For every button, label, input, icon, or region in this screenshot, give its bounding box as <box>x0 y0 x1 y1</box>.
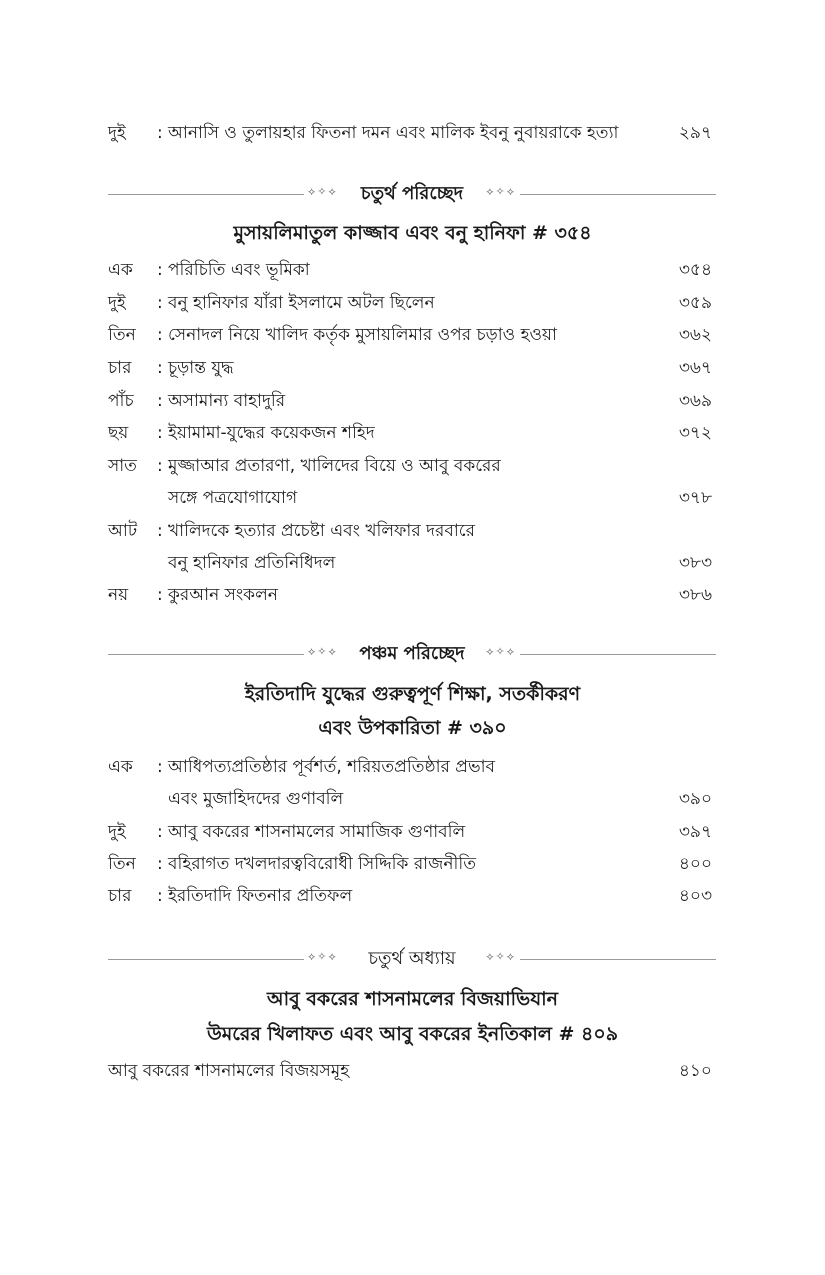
entry-title-continued: সঙ্গে পত্রযোগাযোগ <box>168 488 298 508</box>
section-heading: ইরতিদাদি যুদ্ধের গুরুত্বপূর্ণ শিক্ষা, সতর্কীকরণ <box>244 683 581 705</box>
entry-title: ইয়ামামা-যুদ্ধের কয়েকজন শহিদ <box>168 423 375 443</box>
toc-entry[interactable] <box>108 418 712 448</box>
entry-number: এক <box>108 757 133 777</box>
toc-entry[interactable] <box>108 451 712 481</box>
entry-title: সেনাদল নিয়ে খালিদ কর্তৃক মুসায়লিমার ওপর চড়াও হওয়া <box>168 325 557 345</box>
entry-page-number: ৪১০ <box>678 1061 712 1081</box>
entry-title: অসামান্য বাহাদুরি <box>168 391 286 411</box>
entry-page-number: ৩৭৮ <box>678 488 712 508</box>
toc-entry-continuation[interactable] <box>108 784 712 814</box>
entry-separator: : <box>157 521 163 541</box>
entry-page-number: ৩৯০ <box>678 789 712 809</box>
section-label: পঞ্চম পরিচ্ছেদ <box>359 643 465 664</box>
entry-title: চূড়ান্ত যুদ্ধ <box>168 358 234 378</box>
entry-page-number: ৩৫৯ <box>678 293 712 313</box>
entry-separator: : <box>157 293 163 313</box>
ornament-icon: ⟡✧⟡ <box>308 185 338 198</box>
entry-separator: : <box>157 757 163 777</box>
entry-separator: : <box>157 854 163 874</box>
entry-number: দুই <box>108 293 126 313</box>
entry-separator: : <box>157 585 163 605</box>
toc-entry[interactable] <box>108 516 712 546</box>
toc-entry[interactable] <box>108 386 712 416</box>
toc-entry[interactable] <box>108 580 712 610</box>
entry-separator: : <box>157 423 163 443</box>
toc-entry[interactable] <box>108 817 712 847</box>
entry-number: তিন <box>108 325 136 345</box>
entry-title: আবু বকরের শাসনামলের সামাজিক গুণাবলি <box>168 822 466 842</box>
entry-title: ইরতিদাদি ফিতনার প্রতিফল <box>168 886 353 906</box>
entry-number: পাঁচ <box>108 391 134 411</box>
entry-title: আধিপত্যপ্রতিষ্ঠার পূর্বশর্ত, শরিয়তপ্রতিষ্ঠার প্রভাব <box>168 757 495 777</box>
entry-title: বনু হানিফার যাঁরা ইসলামে অটল ছিলেন <box>168 293 435 313</box>
toc-entry-continuation[interactable] <box>108 483 712 513</box>
toc-entry[interactable] <box>108 320 712 350</box>
chapter-label: চতুর্থ অধ্যায় <box>368 948 456 969</box>
entry-separator: : <box>157 391 163 411</box>
entry-separator: : <box>157 358 163 378</box>
entry-number: এক <box>108 260 133 280</box>
entry-page-number: ৩৬৭ <box>678 358 712 378</box>
divider-line-right <box>520 654 716 655</box>
entry-page-number: ৩৭২ <box>678 423 712 443</box>
entry-page-number: ৪০০ <box>678 854 712 874</box>
entry-separator: : <box>157 456 163 476</box>
ornament-icon: ⟡✧⟡ <box>486 645 516 658</box>
entry-page-number: ৪০৩ <box>678 886 712 906</box>
entry-separator: : <box>157 822 163 842</box>
entry-number: নয় <box>108 585 129 605</box>
entry-page-number: ৩৮৩ <box>678 553 712 573</box>
entry-title: আনাসি ও তুলায়হার ফিতনা দমন এবং মালিক ইবনু নুবায়রাকে হত্যা <box>168 123 619 143</box>
entry-number: দুই <box>108 123 126 143</box>
entry-title: আবু বকরের শাসনামলের বিজয়সমূহ <box>108 1061 350 1081</box>
entry-number: আট <box>108 521 138 541</box>
entry-title: কুরআন সংকলন <box>168 585 278 605</box>
chapter-heading: আবু বকরের শাসনামলের বিজয়াভিযান <box>266 988 559 1010</box>
chapter-divider <box>108 947 716 971</box>
entry-page-number: ৩৫৪ <box>678 260 712 280</box>
entry-title: খালিদকে হত্যার প্রচেষ্টা এবং খলিফার দরবারে <box>168 521 475 541</box>
ornament-icon: ⟡✧⟡ <box>486 185 516 198</box>
toc-entry[interactable] <box>108 752 712 782</box>
entry-separator: : <box>157 123 163 143</box>
toc-entry[interactable] <box>108 255 712 285</box>
entry-number: চার <box>108 886 132 906</box>
entry-number: ছয় <box>108 423 129 443</box>
entry-separator: : <box>157 260 163 280</box>
entry-separator: : <box>157 325 163 345</box>
toc-entry[interactable] <box>108 118 712 148</box>
toc-entry[interactable] <box>108 353 712 383</box>
divider-line-right <box>520 959 716 960</box>
entry-title: পরিচিতি এবং ভূমিকা <box>168 260 310 280</box>
chapter-heading: উমরের খিলাফত এবং আবু বকরের ইনতিকাল # ৪০৯ <box>206 1023 619 1045</box>
entry-title-continued: এবং মুজাহিদদের গুণাবলি <box>168 789 344 809</box>
entry-number: সাত <box>108 456 137 476</box>
entry-page-number: ৩৮৬ <box>678 585 712 605</box>
entry-page-number: ৩৬২ <box>678 325 712 345</box>
toc-entry[interactable] <box>108 849 712 879</box>
toc-entry-continuation[interactable] <box>108 548 712 578</box>
section-label: চতুর্থ পরিচ্ছেদ <box>360 183 464 204</box>
ornament-icon: ⟡✧⟡ <box>486 950 516 963</box>
entry-title-continued: বনু হানিফার প্রতিনিধিদল <box>168 553 336 573</box>
toc-entry[interactable] <box>108 881 712 911</box>
toc-entry[interactable] <box>108 1056 712 1086</box>
entry-title: বহিরাগত দখলদারত্ববিরোধী সিদ্দিকি রাজনীতি <box>168 854 476 874</box>
divider-line-right <box>520 194 716 195</box>
entry-title: মুজ্জাআর প্রতারণা, খালিদের বিয়ে ও আবু বকরের <box>168 456 501 476</box>
section-heading: মুসায়লিমাতুল কাজ্জাব এবং বনু হানিফা # ৩৫৪ <box>233 222 592 244</box>
section-divider-4 <box>108 182 716 206</box>
section-heading: এবং উপকারিতা # ৩৯০ <box>318 717 507 739</box>
entry-page-number: ৩৯৭ <box>678 822 712 842</box>
entry-page-number: ৩৬৯ <box>678 391 712 411</box>
entry-number: চার <box>108 358 132 378</box>
ornament-icon: ⟡✧⟡ <box>308 950 338 963</box>
entry-separator: : <box>157 886 163 906</box>
toc-entry[interactable] <box>108 288 712 318</box>
section-divider-5 <box>108 642 716 666</box>
entry-page-number: ২৯৭ <box>678 123 712 143</box>
entry-number: তিন <box>108 854 136 874</box>
entry-number: দুই <box>108 822 126 842</box>
ornament-icon: ⟡✧⟡ <box>308 645 338 658</box>
